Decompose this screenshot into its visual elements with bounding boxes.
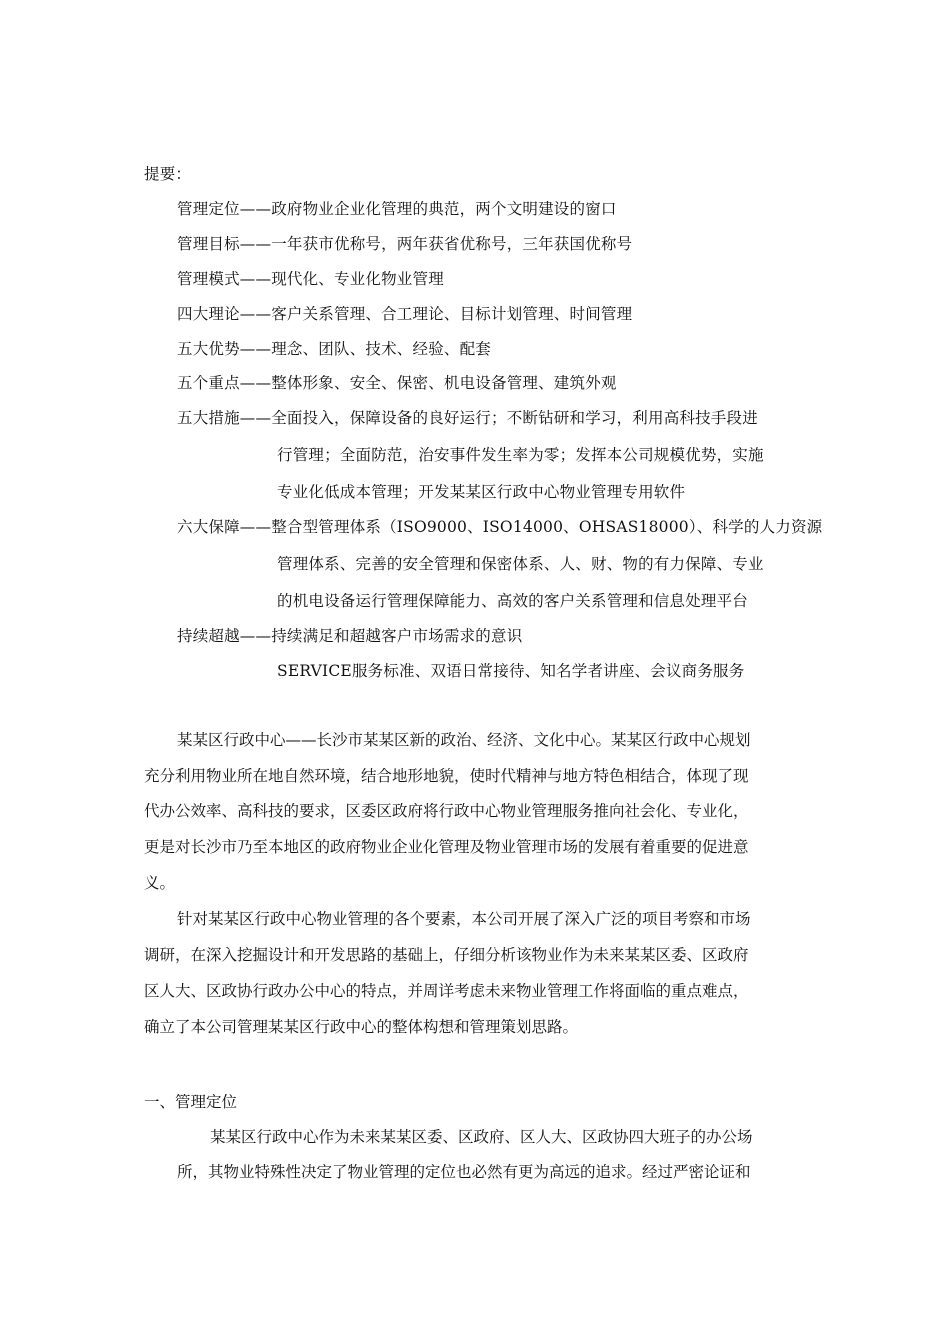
summary-item-goal: 管理目标——一年获市优称号，两年获省优称号，三年获国优称号 [177, 235, 633, 253]
summary-item-guarantees-cont: 管理体系、完善的安全管理和保密体系、人、财、物的有力保障、专业 [277, 555, 764, 573]
intro-para1-line: 充分利用物业所在地自然环境，结合地形地貌，使时代精神与地方特色相结合，体现了现 [144, 767, 749, 785]
section-heading: 一、管理定位 [144, 1093, 238, 1111]
intro-para2-line: 确立了本公司管理某某区行政中心的整体构想和管理策划思路。 [144, 1018, 579, 1036]
section1-line: 某某区行政中心作为未来某某区委、区政府、区人大、区政协四大班子的办公场 [210, 1128, 753, 1146]
intro-para2-line: 调研，在深入挖掘设计和开发思路的基础上，仔细分析该物业作为未来某某区委、区政府 [144, 946, 749, 964]
intro-para1-line: 更是对长沙市乃至本地区的政府物业企业化管理及物业管理市场的发展有着重要的促进意 [144, 838, 749, 856]
summary-item-positioning: 管理定位——政府物业企业化管理的典范，两个文明建设的窗口 [177, 200, 617, 218]
summary-item-mode: 管理模式——现代化、专业化物业管理 [177, 270, 444, 288]
intro-para1-line: 代办公效率、高科技的要求，区委区政府将行政中心物业管理服务推向社会化、专业化， [144, 802, 749, 820]
summary-item-measures-cont: 专业化低成本管理；开发某某区行政中心物业管理专用软件 [277, 483, 686, 501]
intro-para1-line: 义。 [144, 874, 176, 892]
summary-item-continuous-cont: SERVICE服务标准、双语日常接待、知名学者讲座、会议商务服务 [277, 662, 745, 680]
summary-heading: 提要： [144, 165, 192, 183]
summary-item-continuous: 持续超越——持续满足和超越客户市场需求的意识 [177, 627, 523, 645]
intro-para2-line: 区人大、区政协行政办公中心的特点，并周详考虑未来物业管理工作将面临的重点难点， [144, 982, 749, 1000]
summary-item-guarantees-cont: 的机电设备运行管理保障能力、高效的客户关系管理和信息处理平台 [277, 592, 749, 610]
intro-para2-line: 针对某某区行政中心物业管理的各个要素，本公司开展了深入广泛的项目考察和市场 [177, 910, 751, 928]
intro-para1-line: 某某区行政中心——长沙市某某区新的政治、经济、文化中心。某某区行政中心规划 [177, 731, 751, 749]
summary-item-advantages: 五大优势——理念、团队、技术、经验、配套 [177, 340, 492, 358]
summary-item-measures-cont: 行管理；全面防范，治安事件发生率为零；发挥本公司规模优势，实施 [277, 446, 764, 464]
section1-line: 所，其物业特殊性决定了物业管理的定位也必然有更为高远的追求。经过严密论证和 [177, 1163, 751, 1181]
summary-item-measures: 五大措施——全面投入，保障设备的良好运行；不断钻研和学习，利用高科技手段进 [177, 409, 758, 427]
summary-item-theories: 四大理论——客户关系管理、合工理论、目标计划管理、时间管理 [177, 305, 633, 323]
summary-item-key-points: 五个重点——整体形象、安全、保密、机电设备管理、建筑外观 [177, 374, 617, 392]
summary-item-guarantees: 六大保障——整合型管理体系（ISO9000、ISO14000、OHSAS18000）、科学的人力资源 [177, 518, 823, 536]
